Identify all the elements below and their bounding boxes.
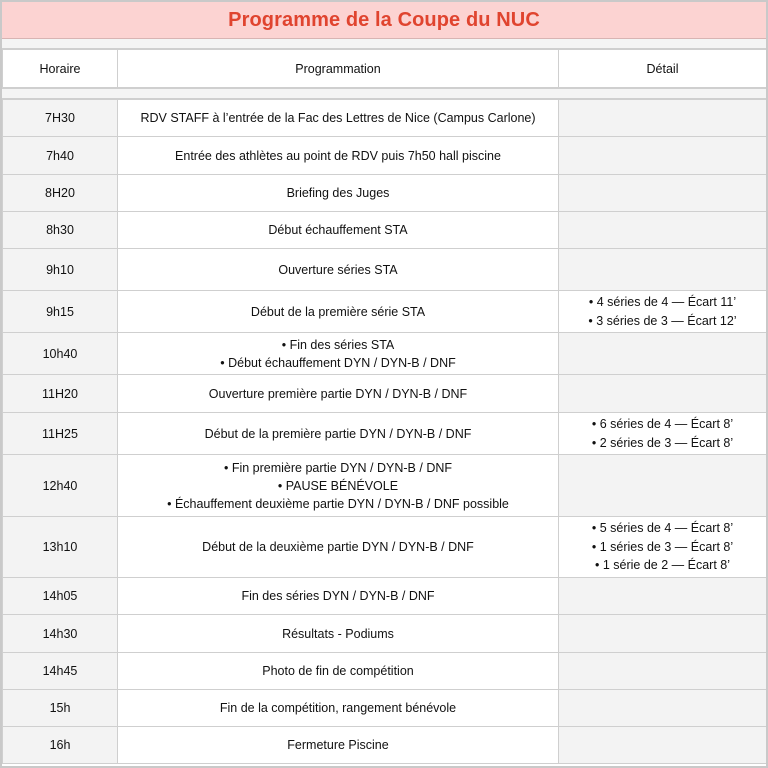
time-cell: 8H20 <box>3 175 118 212</box>
program-cell <box>118 291 559 333</box>
program-cell <box>118 212 559 249</box>
program-line: RDV STAFF à l’entrée de la Fac des Lettres de Nice (Campus Carlone) <box>140 111 536 125</box>
header-detail: Détail <box>559 50 767 88</box>
program-cell <box>118 517 559 578</box>
time-cell: 14h05 <box>3 578 118 615</box>
program-cell <box>118 615 559 653</box>
program-line: • Fin première partie DYN / DYN-B / DNF <box>223 460 453 475</box>
program-cell <box>118 727 559 764</box>
schedule-sheet <box>2 2 766 766</box>
detail-cell <box>559 455 767 517</box>
time-cell: 11H20 <box>3 375 118 413</box>
program-cell <box>118 137 559 175</box>
schedule-table <box>2 49 766 88</box>
table-row <box>3 291 767 333</box>
time-cell: 16h <box>3 727 118 764</box>
time-cell: 8h30 <box>3 212 118 249</box>
program-line: Photo de fin de compétition <box>262 664 414 678</box>
table-row <box>3 249 767 291</box>
program-line: • Échauffement deuxième partie DYN / DYN-B / DNF possible <box>167 496 509 511</box>
time-cell: 15h <box>3 690 118 727</box>
detail-cell <box>559 137 767 175</box>
program-cell <box>118 100 559 137</box>
program-line: Fin des séries DYN / DYN-B / DNF <box>241 589 435 603</box>
time-cell: 13h10 <box>3 517 118 578</box>
detail-line: • 1 séries de 3 — Écart 8’ <box>591 539 734 554</box>
table-row <box>3 175 767 212</box>
page-title: Programme de la Coupe du NUC <box>2 2 766 39</box>
detail-line: • 3 séries de 3 — Écart 12’ <box>588 313 737 328</box>
program-cell <box>118 249 559 291</box>
detail-cell <box>559 727 767 764</box>
detail-line: • 6 séries de 4 — Écart 8’ <box>591 417 734 431</box>
time-cell: 9h10 <box>3 249 118 291</box>
detail-cell <box>559 653 767 690</box>
detail-line: • 4 séries de 4 — Écart 11’ <box>588 295 737 309</box>
detail-cell <box>559 175 767 212</box>
time-cell: 9h15 <box>3 291 118 333</box>
detail-cell <box>559 375 767 413</box>
program-line: Fermeture Piscine <box>287 738 389 752</box>
table-row <box>3 137 767 175</box>
detail-cell <box>559 333 767 375</box>
detail-line: • 1 série de 2 — Écart 8’ <box>595 558 730 573</box>
program-line: • Début échauffement DYN / DYN-B / DNF <box>220 355 456 370</box>
program-line: Début de la deuxième partie DYN / DYN-B / DNF <box>202 540 474 554</box>
table-row <box>3 517 767 578</box>
program-cell <box>118 455 559 517</box>
detail-cell <box>559 517 767 578</box>
time-cell: 14h30 <box>3 615 118 653</box>
program-cell <box>118 653 559 690</box>
detail-cell <box>559 413 767 455</box>
time-cell: 7h40 <box>3 137 118 175</box>
program-cell <box>118 333 559 375</box>
detail-cell <box>559 100 767 137</box>
program-line: Début échauffement STA <box>268 223 408 237</box>
program-line: Fin de la compétition, rangement bénévole <box>219 701 457 715</box>
table-row <box>3 333 767 375</box>
table-row <box>3 212 767 249</box>
program-line: Début de la première partie DYN / DYN-B / DNF <box>204 426 472 441</box>
table-row <box>3 413 767 455</box>
table-row <box>3 727 767 764</box>
detail-cell <box>559 249 767 291</box>
detail-line: • 5 séries de 4 — Écart 8’ <box>591 521 734 536</box>
table-row <box>3 615 767 653</box>
program-line: Briefing des Juges <box>286 186 390 200</box>
table-row <box>3 455 767 517</box>
table-row <box>3 653 767 690</box>
table-row <box>3 375 767 413</box>
program-line: Début de la première série STA <box>250 304 426 319</box>
time-cell: 7H30 <box>3 100 118 137</box>
program-line: • PAUSE BÉNÉVOLE <box>277 478 399 493</box>
program-cell <box>118 175 559 212</box>
header-row <box>3 50 767 88</box>
table-row <box>3 100 767 137</box>
time-cell: 14h45 <box>3 653 118 690</box>
time-cell: 10h40 <box>3 333 118 375</box>
program-line: Ouverture séries STA <box>278 262 398 277</box>
spacer-row <box>2 39 766 49</box>
detail-cell <box>559 690 767 727</box>
time-cell: 11H25 <box>3 413 118 455</box>
detail-cell <box>559 212 767 249</box>
detail-line: • 2 séries de 3 — Écart 8’ <box>591 435 734 450</box>
detail-cell <box>559 615 767 653</box>
program-cell <box>118 413 559 455</box>
spacer-row <box>2 88 766 99</box>
table-row <box>3 578 767 615</box>
table-row <box>3 690 767 727</box>
time-cell: 12h40 <box>3 455 118 517</box>
detail-cell <box>559 578 767 615</box>
detail-cell <box>559 291 767 333</box>
program-cell <box>118 375 559 413</box>
program-cell <box>118 578 559 615</box>
program-line: • Fin des séries STA <box>281 337 395 352</box>
header-program: Programmation <box>118 50 559 88</box>
program-cell <box>118 690 559 727</box>
program-line: Entrée des athlètes au point de RDV puis 7h50 hall piscine <box>175 148 501 163</box>
schedule-body <box>2 99 766 764</box>
program-line: Résultats - Podiums <box>282 626 394 641</box>
header-time: Horaire <box>3 50 118 88</box>
program-line: Ouverture première partie DYN / DYN-B / DNF <box>208 386 468 401</box>
